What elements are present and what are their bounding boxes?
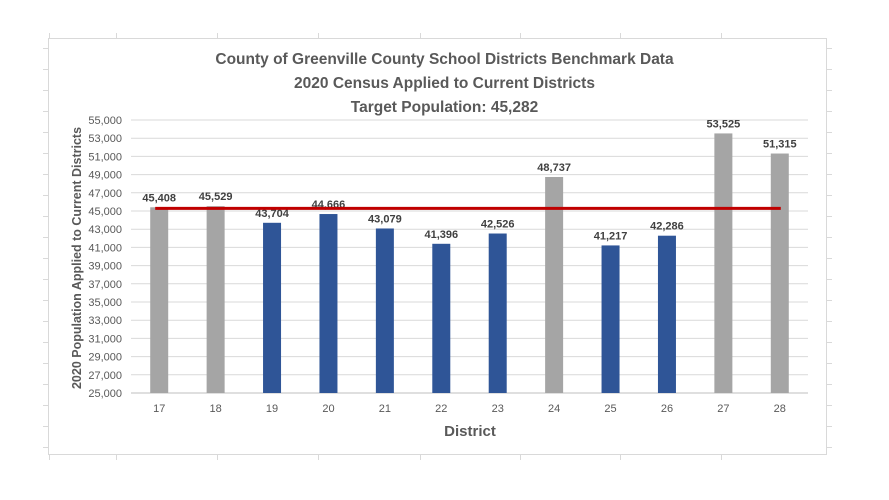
y-tick-label: 33,000	[88, 315, 122, 328]
bar-district-19	[263, 223, 281, 393]
y-tick-label: 41,000	[88, 242, 122, 255]
bar-district-27	[714, 133, 732, 393]
y-tick-label: 35,000	[88, 297, 122, 309]
data-label: 43,704	[255, 207, 289, 220]
data-label: 42,286	[650, 220, 684, 233]
x-tick-label: 20	[322, 403, 335, 415]
chart-target-caption: Target Population: 45,282	[350, 99, 539, 116]
y-tick-label: 55,000	[88, 115, 122, 127]
y-tick-label: 31,000	[88, 333, 122, 346]
x-tick-label: 24	[548, 403, 561, 415]
data-label: 42,526	[480, 218, 515, 231]
y-tick-label: 53,000	[88, 133, 122, 146]
x-tick-label: 19	[265, 403, 279, 415]
y-tick-label: 47,000	[88, 187, 122, 200]
bar-district-17	[150, 207, 168, 393]
y-tick-label: 39,000	[88, 260, 122, 273]
y-tick-label: 27,000	[88, 369, 122, 382]
bar-district-20	[319, 214, 337, 393]
data-label: 53,525	[706, 118, 741, 131]
data-label: 44,666	[311, 199, 346, 212]
x-tick-label: 25	[604, 403, 617, 415]
bar-district-21	[376, 228, 394, 393]
y-tick-label: 25,000	[88, 388, 122, 400]
x-tick-label: 17	[153, 403, 166, 415]
data-label: 45,408	[142, 192, 177, 205]
x-tick-label: 22	[435, 403, 448, 415]
data-label: 51,315	[762, 138, 797, 151]
chart-title: County of Greenville County School Districts Benchmark Data	[215, 51, 674, 68]
bar-district-23	[489, 234, 507, 393]
y-tick-label: 37,000	[88, 278, 122, 291]
x-tick-label: 23	[491, 403, 504, 415]
data-label: 48,737	[537, 161, 571, 174]
y-tick-label: 49,000	[88, 169, 122, 182]
chart-subtitle: 2020 Census Applied to Current Districts	[294, 75, 595, 92]
y-tick-label: 43,000	[88, 224, 122, 237]
bar-district-26	[658, 236, 676, 393]
x-tick-label: 26	[660, 403, 674, 415]
y-axis-title: 2020 Population Applied to Current Districts	[70, 126, 84, 390]
data-label: 41,217	[593, 230, 628, 243]
data-label: 45,529	[198, 191, 233, 204]
bar-district-22	[432, 244, 450, 393]
x-tick-label: 21	[378, 403, 391, 415]
y-tick-label: 29,000	[88, 351, 122, 364]
x-tick-label: 18	[209, 403, 222, 415]
x-axis-title: District	[444, 423, 496, 440]
data-label: 41,396	[424, 228, 459, 241]
x-tick-label: 27	[717, 403, 730, 415]
bar-district-18	[207, 206, 225, 393]
x-tick-label: 28	[773, 403, 786, 415]
data-label: 43,079	[368, 213, 402, 226]
bar-district-25	[602, 245, 620, 393]
y-tick-label: 51,000	[88, 151, 122, 164]
y-tick-label: 45,000	[88, 206, 122, 218]
bar-district-28	[771, 154, 789, 393]
